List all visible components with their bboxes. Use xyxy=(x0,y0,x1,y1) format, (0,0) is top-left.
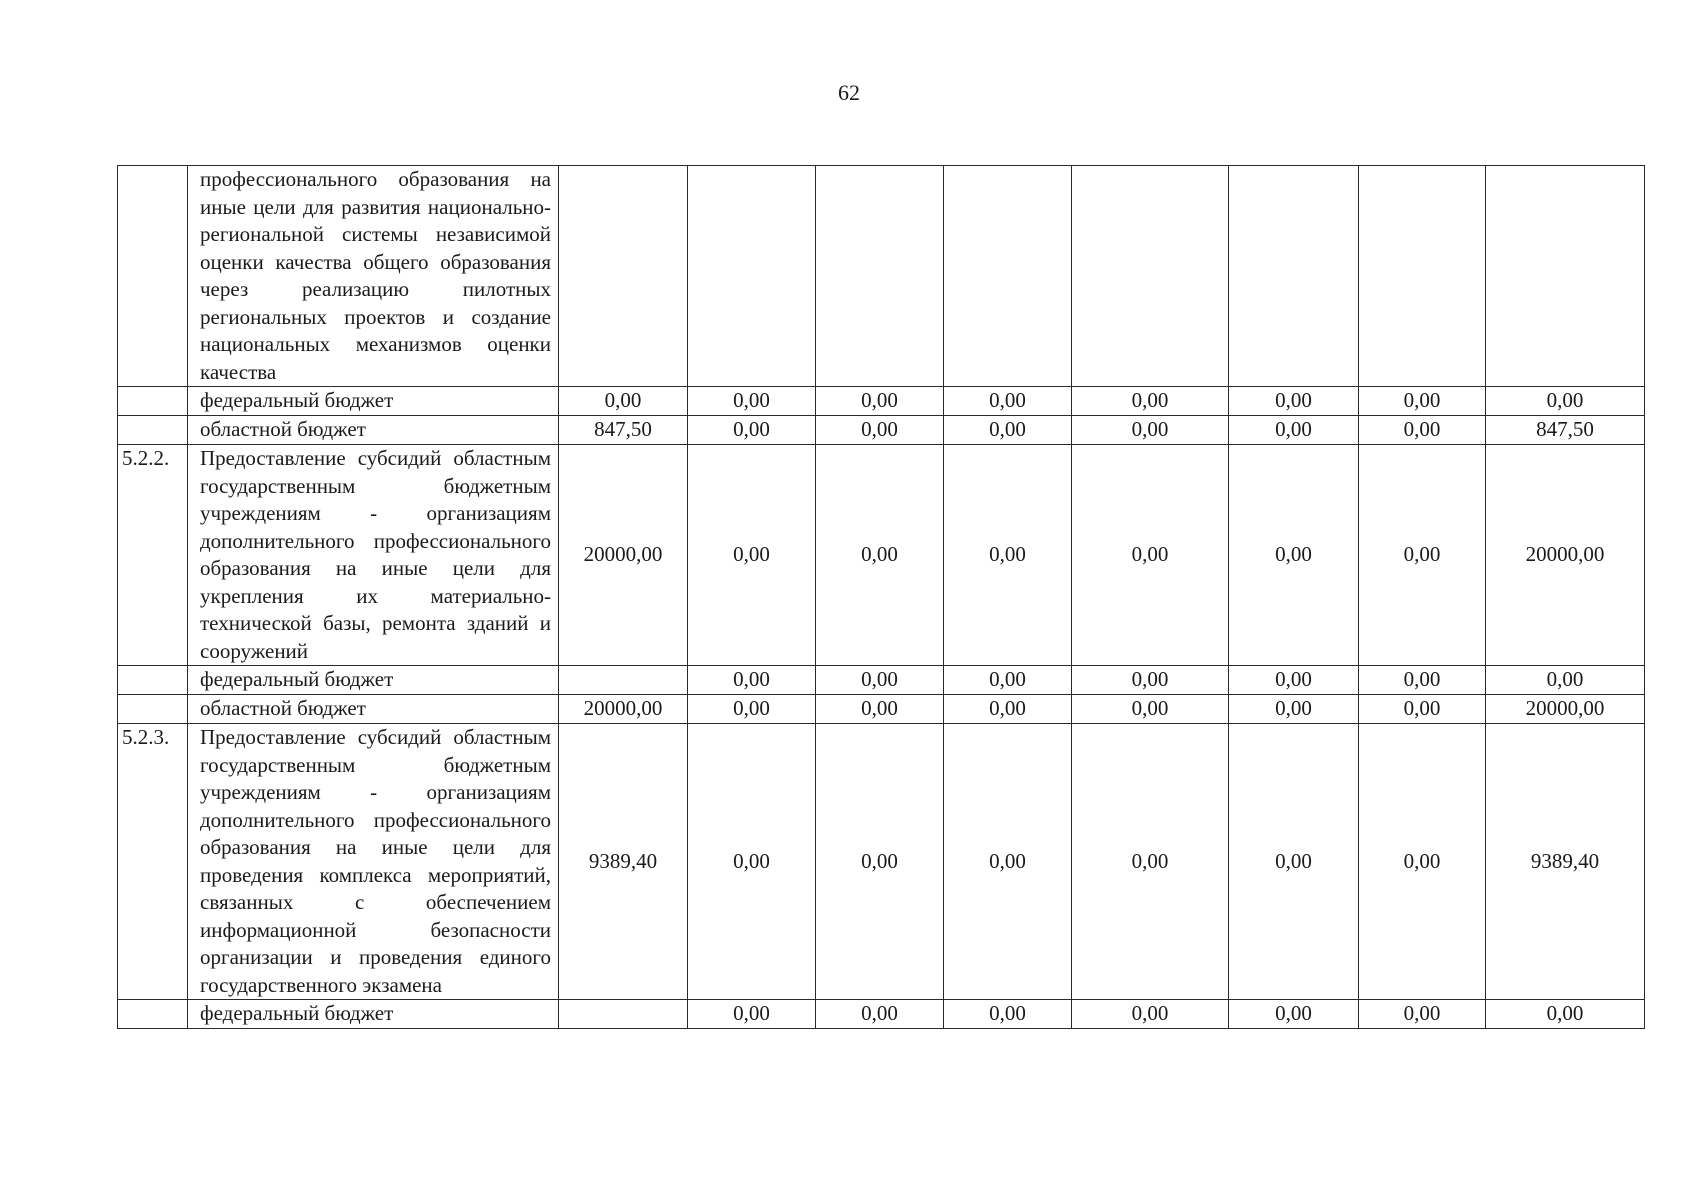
amount-cell: 0,00 xyxy=(688,1000,816,1029)
amount-cell: 0,00 xyxy=(1072,1000,1229,1029)
amount-cell: 0,00 xyxy=(1072,416,1229,445)
amount-cell: 0,00 xyxy=(1072,445,1229,666)
total-value-cell: 9389,40 xyxy=(1486,724,1645,1000)
amount-cell: 20000,00 xyxy=(559,445,688,666)
total-value-cell: 847,50 xyxy=(1486,416,1645,445)
amount-cell: 0,00 xyxy=(1359,416,1486,445)
funding-source-label: областной бюджет xyxy=(188,695,559,724)
amount-cell xyxy=(559,166,688,387)
amount-cell xyxy=(1359,166,1486,387)
total-value-cell xyxy=(1486,166,1645,387)
total-value-cell: 0,00 xyxy=(1486,387,1645,416)
budget-source-row xyxy=(118,387,1645,416)
amount-cell: 0,00 xyxy=(1229,416,1359,445)
budget-source-row xyxy=(118,695,1645,724)
budget-table xyxy=(117,165,1645,1029)
amount-cell: 0,00 xyxy=(944,416,1072,445)
amount-cell xyxy=(944,166,1072,387)
item-number xyxy=(118,416,188,445)
amount-cell: 0,00 xyxy=(816,416,944,445)
amount-cell: 0,00 xyxy=(1072,695,1229,724)
item-number: 5.2.3. xyxy=(118,724,188,1000)
amount-cell: 0,00 xyxy=(1072,724,1229,1000)
budget-source-row xyxy=(118,416,1645,445)
amount-cell: 0,00 xyxy=(688,445,816,666)
amount-cell: 20000,00 xyxy=(559,695,688,724)
budget-source-row xyxy=(118,1000,1645,1029)
amount-cell: 0,00 xyxy=(1359,387,1486,416)
amount-cell: 0,00 xyxy=(1229,666,1359,695)
amount-cell: 0,00 xyxy=(944,387,1072,416)
amount-cell: 0,00 xyxy=(1359,1000,1486,1029)
activity-row xyxy=(118,445,1645,666)
amount-cell: 0,00 xyxy=(1229,695,1359,724)
amount-cell xyxy=(1072,166,1229,387)
amount-cell xyxy=(1229,166,1359,387)
amount-cell: 0,00 xyxy=(1359,666,1486,695)
funding-source-label: федеральный бюджет xyxy=(188,387,559,416)
item-number xyxy=(118,166,188,387)
amount-cell: 0,00 xyxy=(944,1000,1072,1029)
amount-cell: 0,00 xyxy=(688,666,816,695)
amount-cell: 0,00 xyxy=(944,445,1072,666)
activity-row xyxy=(118,166,1645,387)
amount-cell: 0,00 xyxy=(816,387,944,416)
amount-cell: 0,00 xyxy=(816,724,944,1000)
activity-row xyxy=(118,724,1645,1000)
amount-cell: 0,00 xyxy=(688,695,816,724)
budget-source-row xyxy=(118,666,1645,695)
activity-description: профессионального образования на иные цели для развития национально-региональной системы независимой оценки качества общего образования через реализацию пилотных региональных проектов и создание национальных механизмов оценки качества xyxy=(188,166,559,387)
amount-cell: 0,00 xyxy=(944,695,1072,724)
total-value-cell: 0,00 xyxy=(1486,1000,1645,1029)
activity-description: Предоставление субсидий областным государственным бюджетным учреждениям - организациям дополнительного профессионального образования на иные цели для проведения комплекса мероприятий, связанных с обеспечением информационной безопасности организации и проведения единого государственного экзамена xyxy=(188,724,559,1000)
amount-cell xyxy=(816,166,944,387)
item-number: 5.2.2. xyxy=(118,445,188,666)
amount-cell xyxy=(559,666,688,695)
funding-source-label: федеральный бюджет xyxy=(188,666,559,695)
amount-cell: 0,00 xyxy=(1072,387,1229,416)
funding-source-label: федеральный бюджет xyxy=(188,1000,559,1029)
amount-cell: 0,00 xyxy=(944,724,1072,1000)
funding-source-label: областной бюджет xyxy=(188,416,559,445)
amount-cell: 0,00 xyxy=(688,724,816,1000)
amount-cell: 0,00 xyxy=(1229,724,1359,1000)
amount-cell: 0,00 xyxy=(1359,724,1486,1000)
total-value-cell: 0,00 xyxy=(1486,666,1645,695)
item-number xyxy=(118,666,188,695)
total-value-cell: 20000,00 xyxy=(1486,695,1645,724)
amount-cell: 0,00 xyxy=(944,666,1072,695)
amount-cell: 0,00 xyxy=(688,387,816,416)
amount-cell: 0,00 xyxy=(816,1000,944,1029)
amount-cell: 9389,40 xyxy=(559,724,688,1000)
item-number xyxy=(118,387,188,416)
total-value-cell: 20000,00 xyxy=(1486,445,1645,666)
item-number xyxy=(118,695,188,724)
amount-cell xyxy=(559,1000,688,1029)
amount-cell xyxy=(688,166,816,387)
amount-cell: 0,00 xyxy=(688,416,816,445)
amount-cell: 0,00 xyxy=(1229,445,1359,666)
amount-cell: 0,00 xyxy=(816,445,944,666)
amount-cell: 0,00 xyxy=(816,695,944,724)
amount-cell: 847,50 xyxy=(559,416,688,445)
amount-cell: 0,00 xyxy=(816,666,944,695)
amount-cell: 0,00 xyxy=(1359,445,1486,666)
table-body xyxy=(118,166,1645,1029)
amount-cell: 0,00 xyxy=(1359,695,1486,724)
item-number xyxy=(118,1000,188,1029)
amount-cell: 0,00 xyxy=(559,387,688,416)
amount-cell: 0,00 xyxy=(1072,666,1229,695)
page-number: 62 xyxy=(838,80,860,105)
amount-cell: 0,00 xyxy=(1229,1000,1359,1029)
activity-description: Предоставление субсидий областным государственным бюджетным учреждениям - организациям дополнительного профессионального образования на иные цели для укрепления их материально-технической базы, ремонта зданий и сооружений xyxy=(188,445,559,666)
amount-cell: 0,00 xyxy=(1229,387,1359,416)
